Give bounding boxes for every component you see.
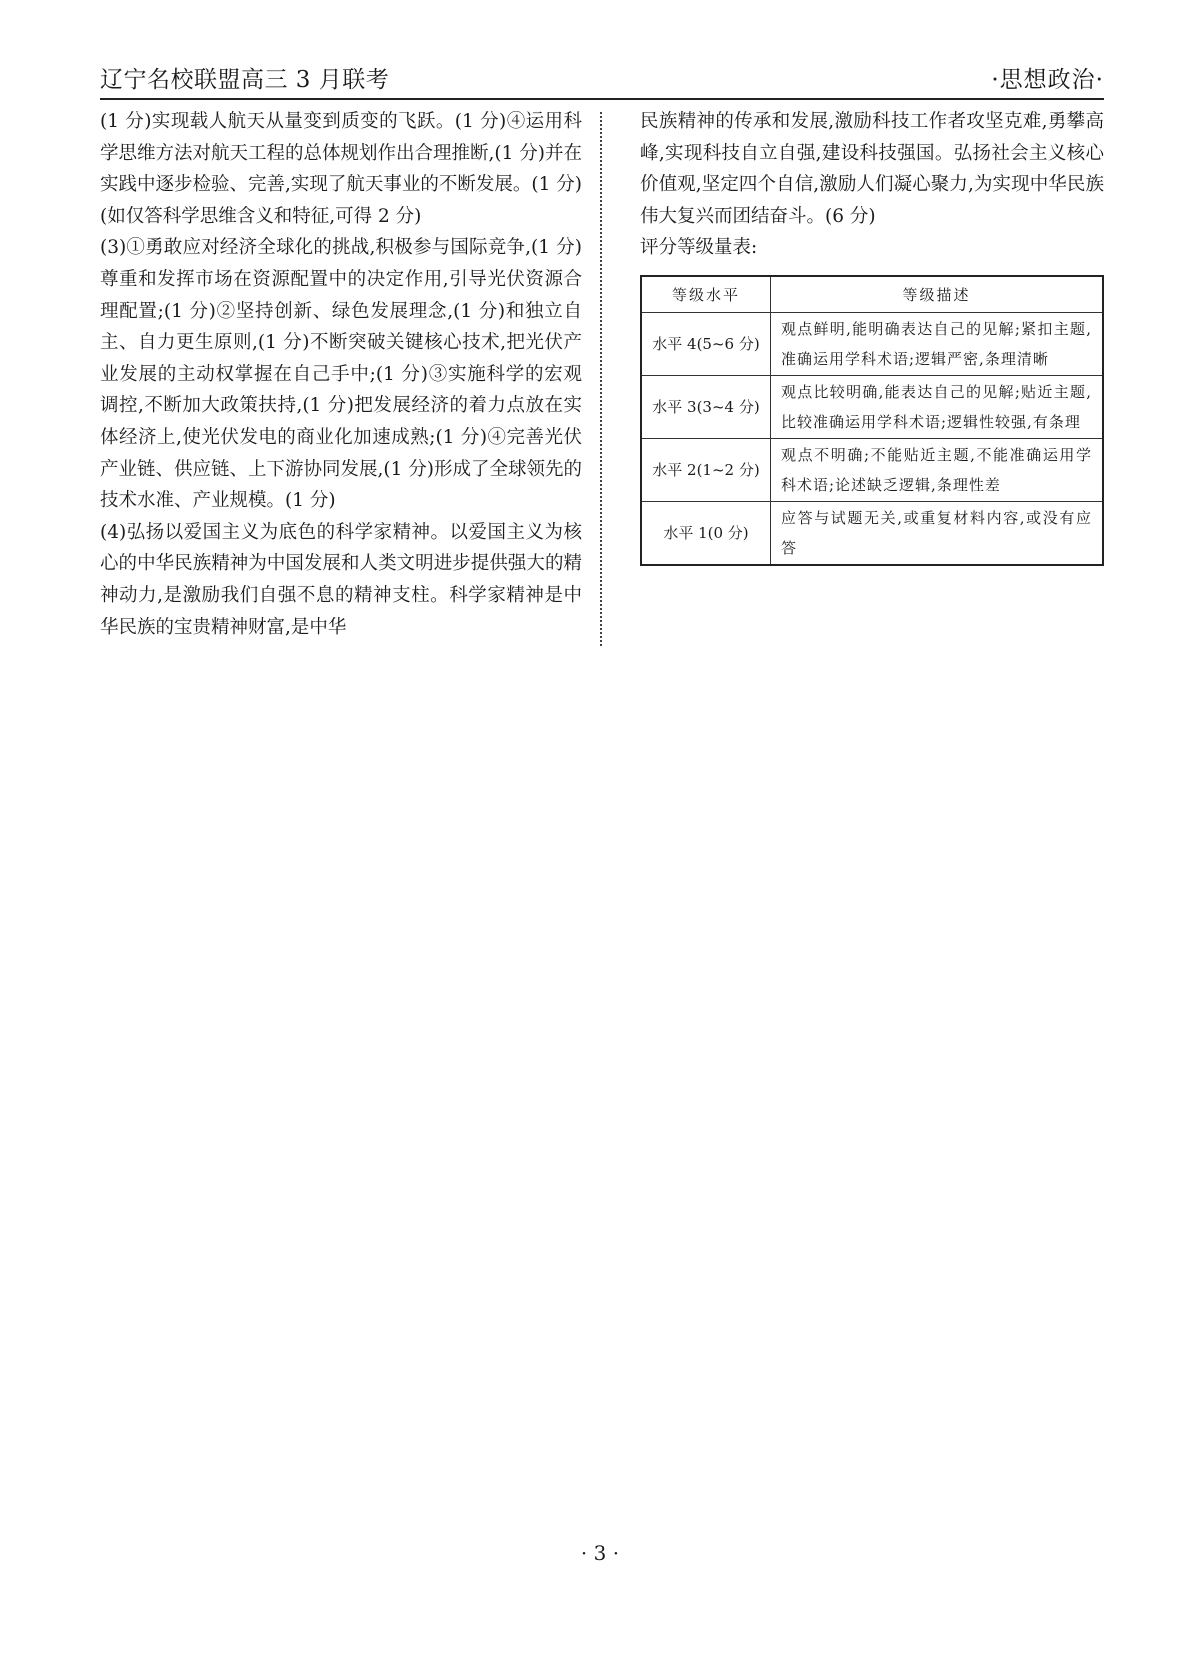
answer-paragraph-2-continued: (1 分)实现载人航天从量变到质变的飞跃。(1 分)④运用科学思维方法对航天工程的总体规划作出合理推断,(1 分)并在实践中逐步检验、完善,实现了航天事业的不断发展。(1 分)(如仅答科学思维含义和特征,可得 2 分): [100, 111, 582, 227]
description-cell: 观点不明确;不能贴近主题,不能准确运用学科术语;论述缺乏逻辑,条理性差: [771, 439, 1104, 502]
table-row: [641, 376, 1103, 439]
level-cell: 水平 4(5~6 分): [641, 313, 771, 376]
header-level: 等级水平: [641, 276, 771, 313]
table-row: [641, 439, 1103, 502]
table-row: [641, 313, 1103, 376]
rubric-caption: 评分等级量表:: [640, 237, 758, 259]
right-column: [640, 106, 1104, 264]
page-header: [100, 64, 1104, 100]
level-cell: 水平 3(3~4 分): [641, 376, 771, 439]
description-cell: 观点鲜明,能明确表达自己的见解;紧扣主题,准确运用学科术语;逻辑严密,条理清晰: [771, 313, 1104, 376]
header-description: 等级描述: [771, 276, 1104, 313]
column-divider: [600, 112, 602, 646]
subject-label: ·思想政治·: [991, 67, 1104, 93]
answer-paragraph-4: (4)弘扬以爱国主义为底色的科学家精神。以爱国主义为核心的中华民族精神为中国发展和人类文明进步提供强大的精神动力,是激励我们自强不息的精神支柱。科学家精神是中华民族的宝贵精神财富,是中华: [100, 521, 582, 638]
answer-paragraph-4-continued: 民族精神的传承和发展,激励科技工作者攻坚克难,勇攀高峰,实现科技自立自强,建设科技强国。弘扬社会主义核心价值观,坚定四个自信,激励人们凝心聚力,为实现中华民族伟大复兴而团结奋斗。(6 分): [640, 111, 1104, 227]
table-row: [641, 502, 1103, 566]
description-cell: 观点比较明确,能表达自己的见解;贴近主题,比较准确运用学科术语;逻辑性较强,有条理: [771, 376, 1104, 439]
level-cell: 水平 1(0 分): [641, 502, 771, 566]
exam-title: 辽宁名校联盟高三 3 月联考: [100, 67, 390, 93]
level-cell: 水平 2(1~2 分): [641, 439, 771, 502]
left-column: [100, 106, 582, 643]
rubric-table: [640, 275, 1104, 566]
page-number: · 3 ·: [580, 1541, 620, 1565]
table-header-row: [641, 276, 1103, 313]
description-cell: 应答与试题无关,或重复材料内容,或没有应答: [771, 502, 1104, 566]
answer-paragraph-3: (3)①勇敢应对经济全球化的挑战,积极参与国际竞争,(1 分)尊重和发挥市场在资源配置中的决定作用,引导光伏资源合理配置;(1 分)②坚持创新、绿色发展理念,(1 分)和独立自主、自力更生原则,(1 分)不断突破关键核心技术,把光伏产业发展的主动权掌握在自己手中;(1 分)③实施科学的宏观调控,不断加大政策扶持,(1 分)把发展经济的着力点放在实体经济上,使光伏发电的商业化加速成熟;(1 分)④完善光伏产业链、供应链、上下游协同发展,(1 分)形成了全球领先的技术水准、产业规模。(1 分): [100, 237, 582, 512]
